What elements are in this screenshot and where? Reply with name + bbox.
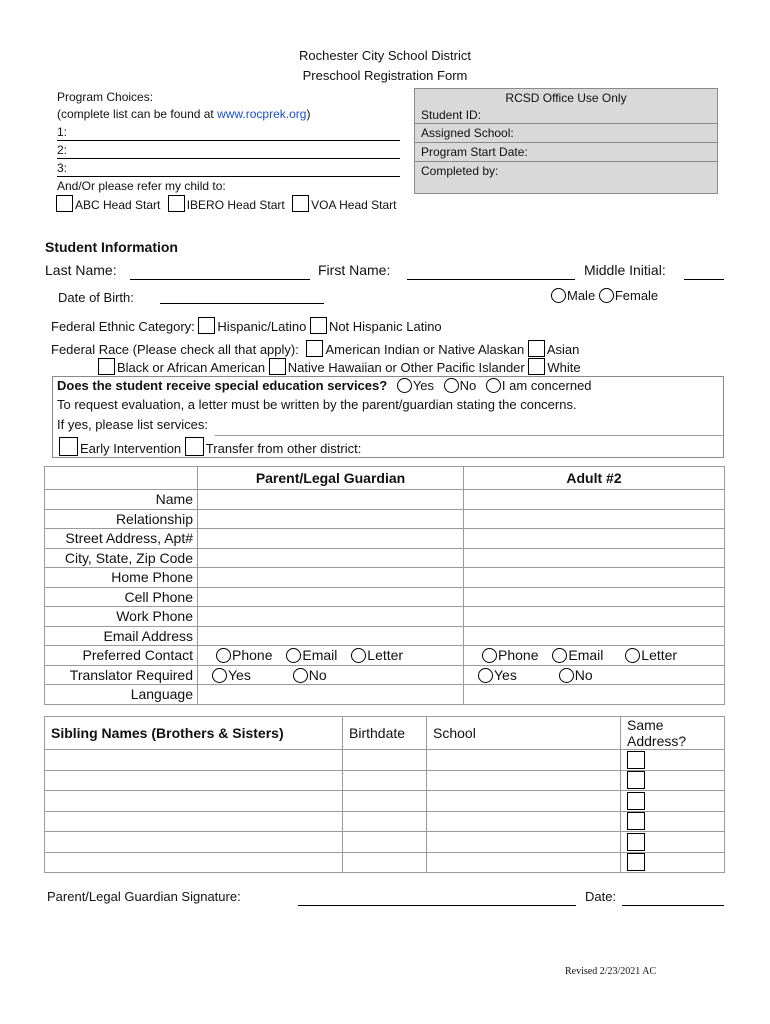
service-early-intervention[interactable]: Early Intervention xyxy=(59,441,181,456)
guardian-contact-phone[interactable]: Phone xyxy=(216,647,272,663)
voa-checkbox[interactable] xyxy=(292,195,309,212)
sibling-school-cell[interactable] xyxy=(427,832,621,853)
sibling-school-cell[interactable] xyxy=(427,811,621,832)
adult2-contact-email[interactable]: Email xyxy=(552,647,603,663)
sibling-birthdate-cell[interactable] xyxy=(343,811,427,832)
adult2-work-phone-cell[interactable] xyxy=(464,607,725,627)
guardian-table xyxy=(44,466,725,705)
race-white[interactable]: White xyxy=(528,360,580,375)
guardian-email-radio[interactable] xyxy=(286,648,301,663)
guardian-header-row xyxy=(45,467,725,490)
table-row xyxy=(45,529,725,549)
office-use-box xyxy=(414,88,718,194)
middle-initial-label: Middle Initial: xyxy=(584,262,666,278)
sibling-same-address-cell xyxy=(621,770,725,791)
sibling-name-cell[interactable] xyxy=(45,770,343,791)
office-title: RCSD Office Use Only xyxy=(505,91,627,105)
gender-male[interactable]: Male xyxy=(551,288,595,303)
table-row xyxy=(45,685,725,705)
table-row xyxy=(45,509,725,529)
sibling-names-header: Sibling Names (Brothers & Sisters) xyxy=(45,717,343,750)
adult2-email-cell[interactable] xyxy=(464,626,725,646)
refer-abc[interactable]: ABC Head Start xyxy=(56,198,160,212)
adult2-translator-no-radio[interactable] xyxy=(559,668,574,683)
guardian-name-cell[interactable] xyxy=(198,490,464,510)
program-choice-2: 2: xyxy=(57,143,68,157)
form-title: Preschool Registration Form xyxy=(302,68,468,83)
row-label-cell-phone: Cell Phone xyxy=(45,587,198,607)
adult2-phone-radio[interactable] xyxy=(482,648,497,663)
sibling-birthdate-header: Birthdate xyxy=(343,717,427,750)
row-label-translator: Translator Required xyxy=(45,665,198,685)
sibling-birthdate-cell[interactable] xyxy=(343,852,427,873)
sibling-same-address-cell xyxy=(621,811,725,832)
adult2-contact-letter[interactable]: Letter xyxy=(625,647,677,663)
sibling-birthdate-cell[interactable] xyxy=(343,750,427,771)
adult2-language-cell[interactable] xyxy=(464,685,725,705)
sibling-same-address-cell xyxy=(621,791,725,812)
guardian-relationship-cell[interactable] xyxy=(198,509,464,529)
table-row xyxy=(45,852,725,873)
office-completed-by[interactable]: Completed by: xyxy=(415,161,717,181)
rocprek-link[interactable]: www.rocprek.org xyxy=(217,107,307,121)
sped-list-label: If yes, please list services: xyxy=(57,417,208,432)
guardian-translator-yes[interactable]: Yes xyxy=(212,667,251,683)
guardian-email-cell[interactable] xyxy=(198,626,464,646)
guardian-city-cell[interactable] xyxy=(198,548,464,568)
race-row-1 xyxy=(51,340,579,357)
sped-yes-radio[interactable] xyxy=(397,378,412,393)
table-row xyxy=(45,587,725,607)
table-row xyxy=(45,646,725,666)
sped-question: Does the student receive special education services? xyxy=(57,378,388,393)
white-checkbox[interactable] xyxy=(528,358,545,375)
row-label-language: Language xyxy=(45,685,198,705)
guardian-address-cell[interactable] xyxy=(198,529,464,549)
race-black[interactable]: Black or African American xyxy=(98,360,265,375)
table-row xyxy=(45,811,725,832)
black-checkbox[interactable] xyxy=(98,358,115,375)
last-name-field[interactable] xyxy=(130,279,310,280)
same-address-checkbox[interactable] xyxy=(627,853,645,871)
signature-label: Parent/Legal Guardian Signature: xyxy=(47,889,241,904)
guardian-translator-yes-radio[interactable] xyxy=(212,668,227,683)
district-title: Rochester City School District xyxy=(299,48,471,63)
sibling-school-cell[interactable] xyxy=(427,852,621,873)
sibling-birthdate-cell[interactable] xyxy=(343,791,427,812)
sped-concerned[interactable]: I am concerned xyxy=(486,378,592,393)
sped-services-row xyxy=(59,437,361,456)
adult2-name-cell[interactable] xyxy=(464,490,725,510)
ethnic-not-hispanic[interactable]: Not Hispanic Latino xyxy=(310,319,442,334)
first-name-field[interactable] xyxy=(407,279,575,280)
hispanic-checkbox[interactable] xyxy=(198,317,215,334)
hawaiian-checkbox[interactable] xyxy=(269,358,286,375)
ethnic-hispanic[interactable]: Hispanic/Latino xyxy=(198,319,306,334)
revised-note: Revised 2/23/2021 AC xyxy=(565,966,657,977)
middle-initial-field[interactable] xyxy=(684,279,724,280)
sibling-name-cell[interactable] xyxy=(45,811,343,832)
office-assigned-school[interactable]: Assigned School: xyxy=(415,123,717,142)
ibero-checkbox[interactable] xyxy=(168,195,185,212)
table-row xyxy=(45,750,725,771)
asian-checkbox[interactable] xyxy=(528,340,545,357)
row-label-city: City, State, Zip Code xyxy=(45,548,198,568)
ethnic-label: Federal Ethnic Category: xyxy=(51,319,195,334)
row-label-email: Email Address xyxy=(45,626,198,646)
row-label-work-phone: Work Phone xyxy=(45,607,198,627)
signature-field[interactable] xyxy=(298,905,576,906)
program-choice-3: 3: xyxy=(57,161,68,175)
same-address-checkbox[interactable] xyxy=(627,751,645,769)
sibling-name-cell[interactable] xyxy=(45,750,343,771)
transfer-checkbox[interactable] xyxy=(185,437,204,456)
adult2-city-cell[interactable] xyxy=(464,548,725,568)
special-education-box xyxy=(52,376,724,458)
office-start-date[interactable]: Program Start Date: xyxy=(415,142,717,161)
last-name-label: Last Name: xyxy=(45,262,117,278)
sibling-header-row xyxy=(45,717,725,750)
sibling-name-cell[interactable] xyxy=(45,832,343,853)
program-choice-3-line[interactable] xyxy=(57,176,400,177)
guardian-header-empty xyxy=(45,467,198,490)
adult2-translator-yes[interactable]: Yes xyxy=(478,667,517,683)
program-note: (complete list can be found at www.rocprek.org) xyxy=(57,107,311,121)
race-asian[interactable]: Asian xyxy=(528,342,580,357)
adult2-cell-phone-cell[interactable] xyxy=(464,587,725,607)
sibling-table xyxy=(44,716,725,873)
table-row xyxy=(45,791,725,812)
guardian-col2-header: Adult #2 xyxy=(464,467,725,490)
ethnic-row xyxy=(51,317,442,334)
sibling-same-address-cell xyxy=(621,832,725,853)
early-intervention-checkbox[interactable] xyxy=(59,437,78,456)
not-hispanic-checkbox[interactable] xyxy=(310,317,327,334)
guardian-work-phone-cell[interactable] xyxy=(198,607,464,627)
guardian-phone-radio[interactable] xyxy=(216,648,231,663)
sibling-name-cell[interactable] xyxy=(45,852,343,873)
guardian-cell-phone-cell[interactable] xyxy=(198,587,464,607)
sped-no[interactable]: No xyxy=(444,378,477,393)
gender-female[interactable]: Female xyxy=(599,288,658,303)
sped-yes[interactable]: Yes xyxy=(397,378,434,393)
guardian-home-phone-cell[interactable] xyxy=(198,568,464,588)
sibling-name-cell[interactable] xyxy=(45,791,343,812)
guardian-translator-no[interactable]: No xyxy=(293,667,327,683)
table-row xyxy=(45,626,725,646)
adult2-relationship-cell[interactable] xyxy=(464,509,725,529)
table-row xyxy=(45,490,725,510)
program-choice-2-line[interactable] xyxy=(57,158,400,159)
race-hawaiian[interactable]: Native Hawaiian or Other Pacific Islander xyxy=(269,360,525,375)
american-indian-checkbox[interactable] xyxy=(306,340,323,357)
program-choice-1-line[interactable] xyxy=(57,140,400,141)
row-label-home-phone: Home Phone xyxy=(45,568,198,588)
table-row xyxy=(45,770,725,791)
gender-options xyxy=(551,288,658,303)
guardian-contact-cell xyxy=(198,646,464,666)
sped-question-row xyxy=(57,378,592,393)
sibling-school-cell[interactable] xyxy=(427,750,621,771)
signature-date-field[interactable] xyxy=(622,905,724,906)
adult2-translator-no[interactable]: No xyxy=(559,667,593,683)
dob-label: Date of Birth: xyxy=(58,290,134,305)
refer-options xyxy=(56,195,397,212)
table-row xyxy=(45,607,725,627)
race-american-indian[interactable]: American Indian or Native Alaskan xyxy=(306,342,524,357)
guardian-translator-no-radio[interactable] xyxy=(293,668,308,683)
sibling-same-address-header: Same Address? xyxy=(621,717,725,750)
guardian-letter-radio[interactable] xyxy=(351,648,366,663)
adult2-translator-cell xyxy=(464,665,725,685)
row-label-address: Street Address, Apt# xyxy=(45,529,198,549)
race-label: Federal Race (Please check all that apply): xyxy=(51,342,299,357)
same-address-checkbox[interactable] xyxy=(627,792,645,810)
program-choice-1: 1: xyxy=(57,125,68,139)
race-row-2 xyxy=(98,358,581,375)
table-row xyxy=(45,832,725,853)
table-row xyxy=(45,568,725,588)
office-student-id[interactable]: Student ID: xyxy=(421,108,482,122)
row-label-preferred-contact: Preferred Contact xyxy=(45,646,198,666)
adult2-contact-phone[interactable]: Phone xyxy=(482,647,538,663)
student-info-heading: Student Information xyxy=(45,239,178,255)
abc-checkbox[interactable] xyxy=(56,195,73,212)
sibling-school-cell[interactable] xyxy=(427,791,621,812)
sped-list-line[interactable] xyxy=(215,435,723,436)
guardian-contact-email[interactable]: Email xyxy=(286,647,337,663)
same-address-checkbox[interactable] xyxy=(627,771,645,789)
row-label-relationship: Relationship xyxy=(45,509,198,529)
male-radio[interactable] xyxy=(551,288,566,303)
guardian-col1-header: Parent/Legal Guardian xyxy=(198,467,464,490)
dob-field[interactable] xyxy=(160,303,324,304)
same-address-checkbox[interactable] xyxy=(627,812,645,830)
refer-voa[interactable]: VOA Head Start xyxy=(292,198,396,212)
signature-date-label: Date: xyxy=(585,889,617,904)
same-address-checkbox[interactable] xyxy=(627,833,645,851)
adult2-contact-cell xyxy=(464,646,725,666)
refer-ibero[interactable]: IBERO Head Start xyxy=(168,198,285,212)
table-row xyxy=(45,665,725,685)
adult2-email-radio[interactable] xyxy=(552,648,567,663)
refer-label: And/Or please refer my child to: xyxy=(57,179,226,193)
adult2-address-cell[interactable] xyxy=(464,529,725,549)
guardian-language-cell[interactable] xyxy=(198,685,464,705)
sibling-same-address-cell xyxy=(621,852,725,873)
adult2-translator-yes-radio[interactable] xyxy=(478,668,493,683)
sibling-school-header: School xyxy=(427,717,621,750)
table-row xyxy=(45,548,725,568)
guardian-translator-cell xyxy=(198,665,464,685)
program-choices-label: Program Choices: xyxy=(57,90,154,104)
sped-concerned-radio[interactable] xyxy=(486,378,501,393)
adult2-letter-radio[interactable] xyxy=(625,648,640,663)
service-transfer[interactable]: Transfer from other district: xyxy=(185,441,362,456)
sibling-birthdate-cell[interactable] xyxy=(343,770,427,791)
sibling-same-address-cell xyxy=(621,750,725,771)
female-radio[interactable] xyxy=(599,288,614,303)
adult2-home-phone-cell[interactable] xyxy=(464,568,725,588)
sped-eval-note: To request evaluation, a letter must be written by the parent/guardian stating the concerns. xyxy=(57,397,577,412)
sibling-birthdate-cell[interactable] xyxy=(343,832,427,853)
sped-no-radio[interactable] xyxy=(444,378,459,393)
first-name-label: First Name: xyxy=(318,262,391,278)
sibling-school-cell[interactable] xyxy=(427,770,621,791)
guardian-contact-letter[interactable]: Letter xyxy=(351,647,403,663)
row-label-name: Name xyxy=(45,490,198,510)
